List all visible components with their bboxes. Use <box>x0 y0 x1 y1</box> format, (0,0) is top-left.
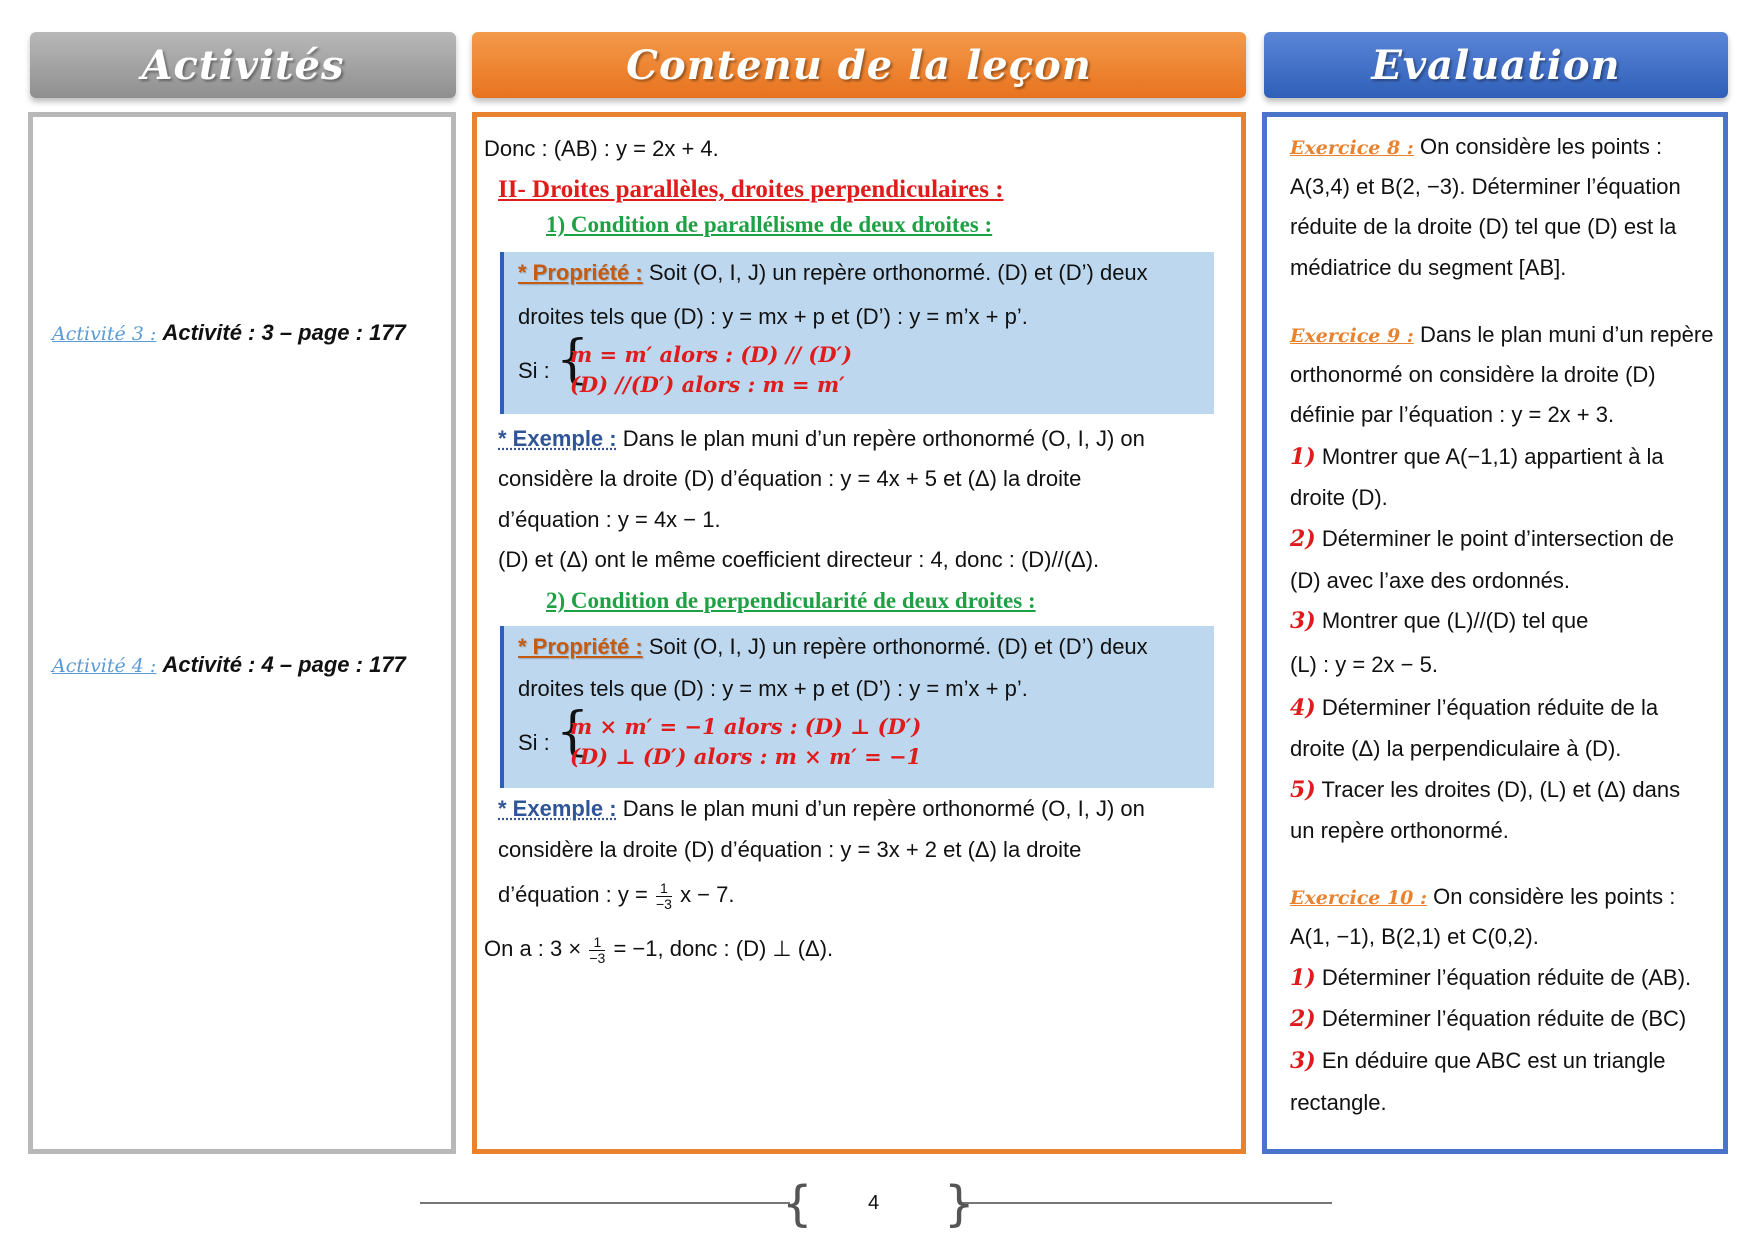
ex2-frac-num: 1 <box>656 881 672 897</box>
activite-3 <box>52 318 406 349</box>
prop2-label: * Propriété : <box>518 634 643 659</box>
ex2-line1 <box>498 794 1145 824</box>
ex9-item3 <box>1290 606 1588 636</box>
prop1-si: Si : <box>518 358 550 383</box>
ex9-item1-line0: Montrer que A(−1,1) appartient à la <box>1321 444 1664 469</box>
ex1-line1 <box>498 424 1145 454</box>
ex10-line0-text: On considère les points : <box>1433 884 1676 909</box>
prop1-label: * Propriété : <box>518 260 643 285</box>
ex10-item3-num: 3) <box>1290 1048 1316 1074</box>
footer-bracket-left-icon: { <box>782 1176 813 1232</box>
ex2-line4-post: = −1, donc : (D) ⊥ (Δ). <box>613 936 834 961</box>
ex9-item3-line0: Montrer que (L)//(D) tel que <box>1321 608 1589 633</box>
ex2-line4-pre: On a : 3 × <box>484 936 582 961</box>
ex10-tag: Exercice 10 : <box>1290 887 1428 909</box>
ex10-item1-line0: Déterminer l’équation réduite de (AB). <box>1321 965 1692 990</box>
ex10-item2-num: 2) <box>1290 1006 1316 1032</box>
ex9-line1: orthonormé on considère la droite (D) <box>1290 362 1656 387</box>
ex2-line1-text: Dans le plan muni d’un repère orthonormé (O, I, J) on <box>622 796 1145 821</box>
ex8-line0 <box>1290 132 1662 163</box>
activite-4 <box>52 650 406 681</box>
ex9-item4-line0: Déterminer l’équation réduite de la <box>1321 695 1659 720</box>
activite-3-tag: Activité 3 : <box>52 323 157 345</box>
donc-line: Donc : (AB) : y = 2x + 4. <box>484 136 719 161</box>
ex9-tag: Exercice 9 : <box>1290 325 1414 347</box>
footer-bracket-right-icon: } <box>944 1176 975 1232</box>
ex9-item2-line1: (D) avec l’axe des ordonnés. <box>1290 568 1571 593</box>
ex2-line4 <box>484 934 833 966</box>
ex8-tag: Exercice 8 : <box>1290 137 1414 159</box>
ex9-item5-line0: Tracer les droites (D), (L) et (Δ) dans <box>1321 777 1681 802</box>
ex8-line2: réduite de la droite (D) tel que (D) est la <box>1290 214 1677 239</box>
ex10-item3 <box>1290 1046 1666 1076</box>
ex10-item3-line1: rectangle. <box>1290 1090 1387 1115</box>
ex9-item1 <box>1290 442 1664 472</box>
activites-column <box>28 112 456 1154</box>
ex1-label: * Exemple : <box>498 426 617 451</box>
prop2-brace: { <box>556 702 590 762</box>
ex9-line0 <box>1290 320 1713 351</box>
ex9-line2: définie par l’équation : y = 2x + 3. <box>1290 402 1615 427</box>
ex9-line0-text: Dans le plan muni d’un repère <box>1419 322 1714 347</box>
prop2-line1-text: Soit (O, I, J) un repère orthonormé. (D) et (D’) deux <box>648 634 1148 659</box>
ex2-line3 <box>498 880 734 912</box>
ex8-line0-text: On considère les points : <box>1419 134 1663 159</box>
ex9-item2-line0: Déterminer le point d’intersection de <box>1321 526 1675 551</box>
prop1-brace: { <box>556 330 590 390</box>
prop1-line2: droites tels que (D) : y = mx + p et (D’) : y = m’x + p’. <box>518 304 1028 329</box>
ex9-item5-line1: un repère orthonormé. <box>1290 818 1509 843</box>
activite-3-text: Activité : 3 – page : 177 <box>162 320 406 345</box>
ex9-item4-num: 4) <box>1290 695 1316 721</box>
prop2-line1 <box>518 632 1148 662</box>
prop1-line1-text: Soit (O, I, J) un repère orthonormé. (D) et (D’) deux <box>648 260 1148 285</box>
ex10-item2 <box>1290 1004 1686 1034</box>
ex10-item1 <box>1290 963 1691 993</box>
ex9-item5-num: 5) <box>1290 777 1316 803</box>
prop2-case1: m × m′ = −1 alors : (D) ⊥ (D′) <box>570 714 922 739</box>
footer-line-right <box>962 1202 1332 1204</box>
ex8-line3: médiatrice du segment [AB]. <box>1290 255 1567 280</box>
prop1-case2: (D) //(D′) alors : m = m′ <box>570 372 845 397</box>
ex2-fraction <box>656 881 672 912</box>
ex1-line1-text: Dans le plan muni d’un repère orthonormé (O, I, J) on <box>622 426 1145 451</box>
ex1-line2: considère la droite (D) d’équation : y = 4x + 5 et (Δ) la droite <box>498 466 1082 491</box>
page-number: 4 <box>868 1192 880 1214</box>
property-box-parallel <box>500 252 1214 414</box>
ex9-item5 <box>1290 775 1680 805</box>
header-contenu: Contenu de la leçon <box>472 32 1246 98</box>
sub2-title: 2) Condition de perpendicularité de deux droites : <box>546 588 1036 613</box>
ex9-item3-num: 3) <box>1290 608 1316 634</box>
ex10-item3-line0: En déduire que ABC est un triangle <box>1321 1048 1666 1073</box>
ex10-item1-num: 1) <box>1290 965 1316 991</box>
prop2-case2: (D) ⊥ (D′) alors : m × m′ = −1 <box>570 744 922 769</box>
section-title: II- Droites parallèles, droites perpendiculaires : <box>498 176 1004 203</box>
ex1-line4: (D) et (Δ) ont le même coefficient directeur : 4, donc : (D)//(Δ). <box>498 547 1100 572</box>
prop2-si: Si : <box>518 730 550 755</box>
ex9-item3-line1: (L) : y = 2x − 5. <box>1290 652 1438 677</box>
ex8-line1: A(3,4) et B(2, −3). Déterminer l’équation <box>1290 174 1681 199</box>
header-evaluation: Evaluation <box>1264 32 1728 98</box>
footer-line-left <box>420 1202 790 1204</box>
header-activites: Activités <box>30 32 456 98</box>
ex1-line3: d’équation : y = 4x − 1. <box>498 507 721 532</box>
ex9-item1-num: 1) <box>1290 444 1316 470</box>
ex9-item2 <box>1290 524 1674 554</box>
ex2-frac2-den: −3 <box>589 949 606 966</box>
ex10-item2-line0: Déterminer l’équation réduite de (BC) <box>1321 1006 1687 1031</box>
ex9-item4 <box>1290 693 1658 723</box>
ex2-line3-pre: d’équation : y = <box>498 882 648 907</box>
activite-4-text: Activité : 4 – page : 177 <box>162 652 406 677</box>
sub1-title: 1) Condition de parallélisme de deux droites : <box>546 212 993 237</box>
activite-4-tag: Activité 4 : <box>52 655 157 677</box>
prop1-case1: m = m′ alors : (D) // (D′) <box>570 342 853 367</box>
property-box-perpendicular <box>500 626 1214 788</box>
ex2-line2: considère la droite (D) d’équation : y = 3x + 2 et (Δ) la droite <box>498 837 1082 862</box>
prop1-line1 <box>518 258 1148 288</box>
ex2-frac-den: −3 <box>655 895 672 912</box>
ex2-frac2-num: 1 <box>589 935 605 951</box>
ex2-line3-post: x − 7. <box>680 882 735 907</box>
ex2-fraction-2 <box>589 935 605 966</box>
ex9-item2-num: 2) <box>1290 526 1316 552</box>
ex10-line0 <box>1290 882 1675 913</box>
ex2-label: * Exemple : <box>498 796 617 821</box>
ex9-item4-line1: droite (Δ) la perpendiculaire à (D). <box>1290 736 1622 761</box>
prop2-line2: droites tels que (D) : y = mx + p et (D’) : y = m’x + p’. <box>518 676 1028 701</box>
ex10-line1: A(1, −1), B(2,1) et C(0,2). <box>1290 924 1539 949</box>
ex9-item1-line1: droite (D). <box>1290 485 1388 510</box>
